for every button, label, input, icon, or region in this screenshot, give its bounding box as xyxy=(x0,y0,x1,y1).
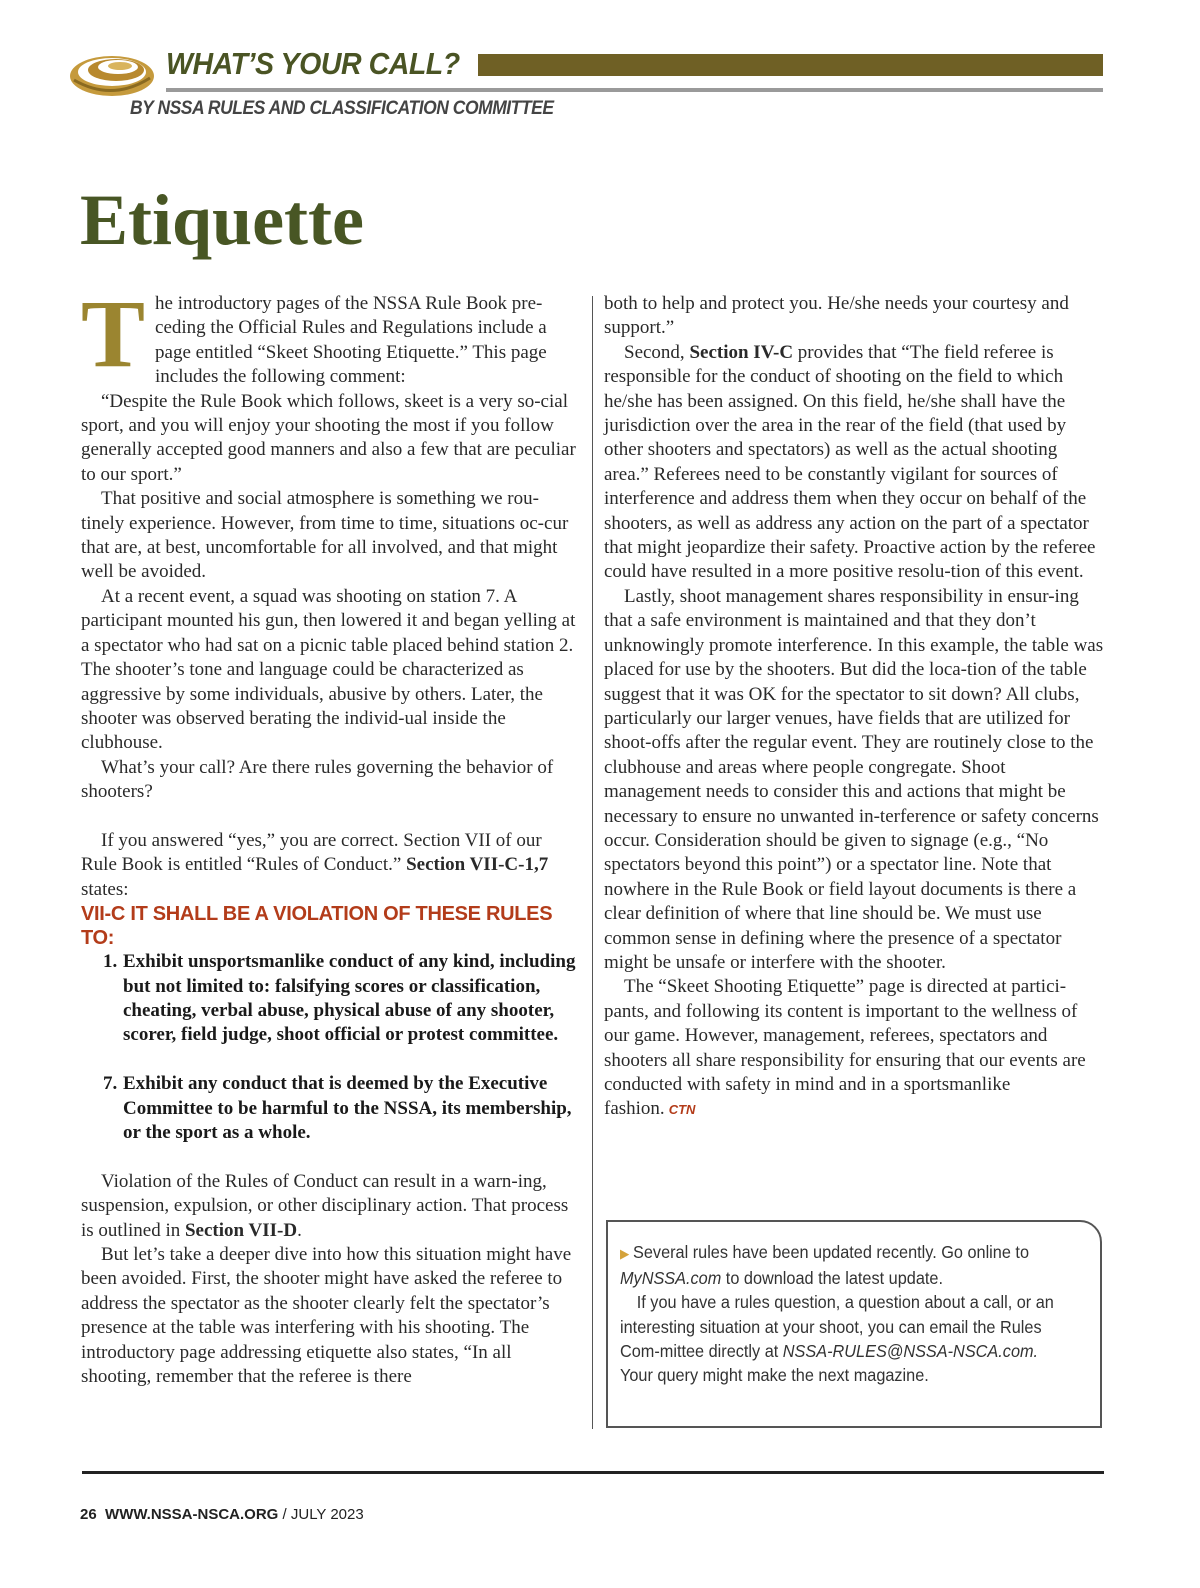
section-kicker: WHAT’S YOUR CALL? xyxy=(166,46,460,81)
rule-heading: VII-C IT SHALL BE A VIOLATION OF THESE RULES TO: xyxy=(81,903,553,950)
paragraph: Violation of the Rules of Conduct can result in a warn-ing, suspension, expulsion, or other disciplinary action. That process is outlined in Section VII-D. xyxy=(81,1170,569,1241)
article-column-left xyxy=(81,280,576,1389)
paragraph: That positive and social atmosphere is something we rou-tinely experience. However, from time to time, situations oc-cur that are, at best, uncomfortable for all involved, and that might well be avoided. xyxy=(81,488,569,583)
header-rule xyxy=(166,88,1103,92)
paragraph: “Despite the Rule Book which follows, skeet is a very so-cial sport, and you will enjoy your shooting the most if you follow generally accepted good manners and also a few that are peculiar to our sport.” xyxy=(81,390,576,485)
byline: BY NSSA RULES AND CLASSIFICATION COMMITTEE xyxy=(130,98,554,119)
paragraph: If you answered “yes,” you are correct. Section VII of our Rule Book is entitled “Rules of Conduct.” Section VII-C-1,7 states: xyxy=(81,829,549,900)
end-mark: CTN xyxy=(668,1102,696,1118)
info-line: If you have a rules question, a question about a call, or an interesting situation at your shoot, you can email the Rules Com-mittee directly at NSSA-RULES@NSSA-NSCA.com. Your query might make the next magazine. xyxy=(620,1292,1054,1386)
drop-cap: T xyxy=(81,280,146,387)
rule-item: 1. Exhibit unsportsmanlike conduct of any kind, including but not limited to: falsifying scores or classification, cheating, verbal abuse, physical abuse of any shooter, scorer, field judge, shoot official or protest committee. xyxy=(103,951,576,1046)
triangle-bullet-icon: ▶ xyxy=(620,1246,630,1261)
page-footer: 26 WWW.NSSA-NSCA.ORG / JULY 2023 xyxy=(80,1506,364,1523)
rules-info-text xyxy=(620,1240,1057,1387)
site-link[interactable]: MyNSSA.com xyxy=(620,1268,722,1289)
info-line: ▶ Several rules have been updated recently. Go online to MyNSSA.com to download the latest update. xyxy=(620,1242,1030,1289)
clay-target-icon xyxy=(66,42,158,104)
paragraph: But let’s take a deeper dive into how this situation might have been avoided. First, the shooter might have asked the referee to address the spectator as the shooter clearly felt the spectator’s presence at the table was interfering with his shooting. The introductory page addressing etiquette also states, “In all shooting, remember that the referee is there xyxy=(81,1243,572,1388)
paragraph: both to help and protect you. He/she needs your courtesy and support.” xyxy=(604,293,1069,339)
section-reference: Section VII-C-1,7 xyxy=(406,854,549,876)
section-reference: Section IV-C xyxy=(689,341,794,363)
email-link[interactable]: NSSA-RULES@NSSA-NSCA.com. xyxy=(782,1340,1039,1361)
section-header xyxy=(66,42,1106,132)
column-divider xyxy=(592,296,593,1429)
paragraph: Second, Section IV-C provides that “The field referee is responsible for the conduct of shooting on the field to which he/she has been assigned. On this field, he/she shall have the jurisdiction over the area in the rear of the field (that used by other shooters and spectators) as well as the actual shooting area.” Referees need to be constantly vigilant for sources of interference and address them when they occur on behalf of the shooters, as well as address any action on the part of a spectator that might jeopardize their safety. Proactive action by the referee could have resulted in a more positive resolu-tion of this event. xyxy=(604,341,1096,583)
rule-item: 7. Exhibit any conduct that is deemed by the Executive Committee to be harmful to the NSSA, its membership, or the sport as a whole. xyxy=(103,1073,572,1143)
section-reference: Section VII-D xyxy=(184,1219,298,1241)
footer-rule xyxy=(82,1471,1104,1474)
paragraph: The “Skeet Shooting Etiquette” page is directed at partici-pants, and following its content is important to the wellness of our game. However, management, referees, spectators and shooters all share responsibility for ensuring that our events are conducted with safety in mind and in a sportsmanlike fashion. CTN xyxy=(604,976,1086,1120)
footer-site: WWW.NSSA-NSCA.ORG xyxy=(105,1506,279,1523)
page-number: 26 xyxy=(80,1506,97,1523)
paragraph: Lastly, shoot management shares responsibility in ensur-ing that a safe environment is maintained and that they don’t unknowingly promote interference. In this example, the table was placed for use by the shooters. But did the loca-tion of the table suggest that it was OK for the spectator to sit down? All clubs, particularly our larger venues, have fields that are utilized for shoot-offs after the regular event. They are routinely close to the clubhouse and areas where people congregate. Shoot management needs to consider this and actions that might be necessary to ensure no unwanted in-terference or safety concerns occur. Consideration should be given to signage (e.g., “No spectators beyond this point”) or a spectator line. Note that nowhere in the Rule Book or field layout documents is there a clear definition of where that line should be. We must use common sense in defining where the presence of a spectator might be unsafe or interfere with the shooter. xyxy=(604,585,1104,973)
paragraph: The introductory pages of the NSSA Rule Book pre-ceding the Official Rules and Regulations include a page entitled “Skeet Shooting Etiquette.” This page includes the following comment: xyxy=(81,280,547,388)
article-title: Etiquette xyxy=(80,180,364,260)
paragraph: What’s your call? Are there rules governing the behavior of shooters? xyxy=(81,756,554,803)
header-accent-bar xyxy=(478,54,1103,76)
issue-date: JULY 2023 xyxy=(290,1506,364,1523)
paragraph: At a recent event, a squad was shooting on station 7. A participant mounted his gun, then lowered it and began yelling at a spectator who had sat on a picnic table placed behind station 2. The shooter’s tone and language could be characterized as aggressive by some individuals, abusive by others. Later, the shooter was observed berating the individ-ual inside the clubhouse. xyxy=(81,585,576,754)
article-column-right xyxy=(604,292,1106,1123)
